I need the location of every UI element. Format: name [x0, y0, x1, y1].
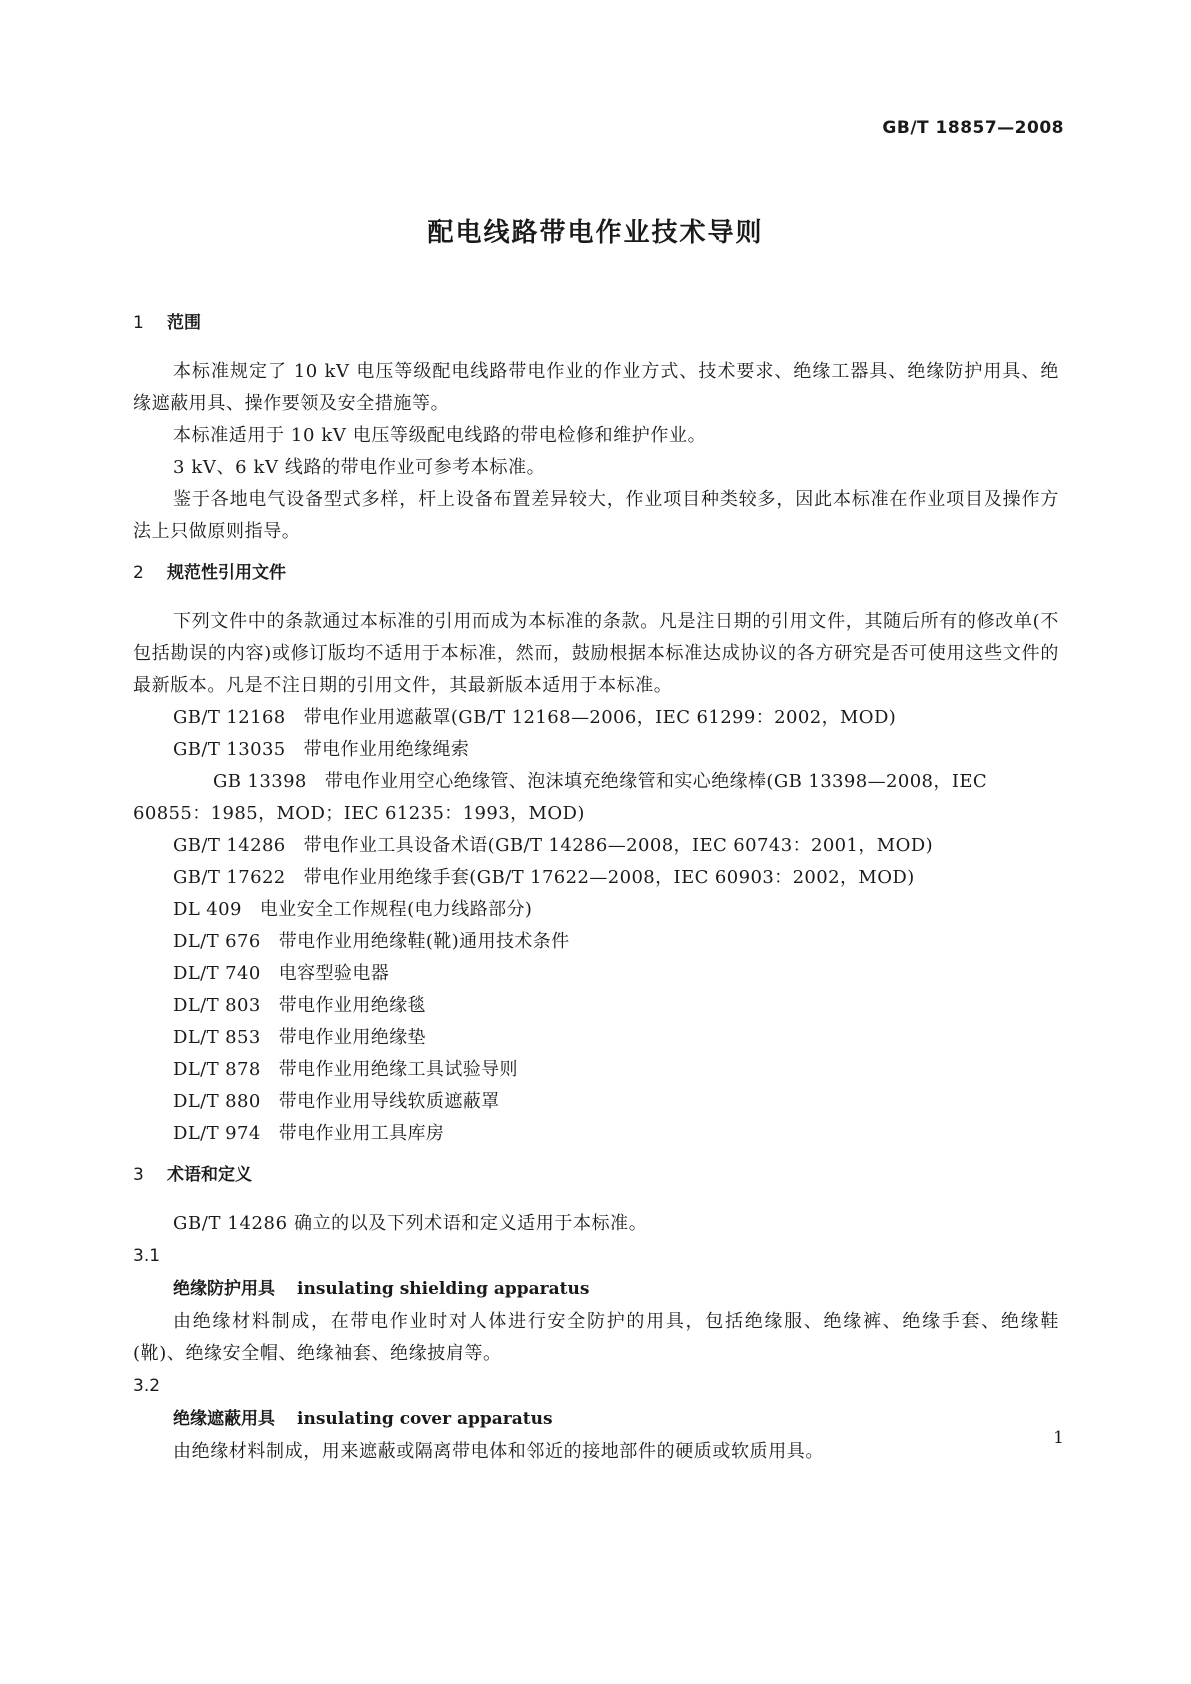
- reference-code: DL/T 803: [173, 995, 261, 1016]
- reference-item: [133, 702, 1059, 734]
- reference-item: [133, 830, 1059, 862]
- reference-code: DL/T 974: [173, 1123, 261, 1144]
- document-body: [133, 308, 1059, 1468]
- reference-item: [133, 734, 1059, 766]
- reference-code: GB/T 12168: [173, 707, 286, 728]
- reference-item: [133, 1086, 1059, 1118]
- term-heading: [133, 1272, 1059, 1306]
- term-chinese: 绝缘遮蔽用具: [173, 1409, 275, 1429]
- section-title: 范围: [167, 313, 201, 333]
- term-chinese: 绝缘防护用具: [173, 1279, 275, 1299]
- reference-item: [133, 958, 1059, 990]
- section-number: 1: [133, 313, 144, 333]
- reference-code: DL/T 878: [173, 1059, 261, 1080]
- reference-title: 带电作业用绝缘工具试验导则: [278, 1059, 518, 1080]
- term-definition: 由绝缘材料制成，用来遮蔽或隔离带电体和邻近的接地部件的硬质或软质用具。: [173, 1441, 824, 1462]
- standard-code: GB/T 18857—2008: [882, 118, 1064, 138]
- reference-code: DL 409: [173, 899, 242, 920]
- reference-code: DL/T 740: [173, 963, 261, 984]
- reference-title: 带电作业用遮蔽罩(GB/T 12168—2006，IEC 61299：2002，MOD): [303, 707, 897, 728]
- reference-title: 带电作业用空心绝缘管、泡沫填充绝缘管和实心绝缘棒(GB 13398—2008，IEC 60855：1985，MOD；IEC 61235：1993，MOD): [133, 771, 988, 824]
- reference-code: GB 13398: [213, 771, 307, 792]
- reference-title: 带电作业用绝缘垫: [278, 1027, 426, 1048]
- term-english: insulating cover apparatus: [297, 1409, 553, 1429]
- reference-code: DL/T 853: [173, 1027, 261, 1048]
- paragraph: 本标准规定了 10 kV 电压等级配电线路带电作业的作业方式、技术要求、绝缘工器具、绝缘防护用具、绝缘遮蔽用具、操作要领及安全措施等。: [133, 361, 1059, 414]
- reference-title: 带电作业用绝缘鞋(靴)通用技术条件: [278, 931, 570, 952]
- reference-title: 电业安全工作规程(电力线路部分): [259, 899, 533, 920]
- reference-code: DL/T 676: [173, 931, 261, 952]
- reference-item: [133, 1054, 1059, 1086]
- reference-code: GB/T 17622: [173, 867, 286, 888]
- section-title: 规范性引用文件: [167, 563, 286, 583]
- reference-item: [133, 862, 1059, 894]
- section-heading-normative-references: [133, 558, 1059, 588]
- paragraph: 本标准适用于 10 kV 电压等级配电线路的带电检修和维护作业。: [173, 425, 707, 446]
- reference-title: 电容型验电器: [278, 963, 390, 984]
- paragraph: 鉴于各地电气设备型式多样，杆上设备布置差异较大，作业项目种类较多，因此本标准在作业项目及操作方法上只做原则指导。: [133, 489, 1059, 542]
- paragraph: 下列文件中的条款通过本标准的引用而成为本标准的条款。凡是注日期的引用文件，其随后所有的修改单(不包括勘误的内容)或修订版均不适用于本标准，然而，鼓励根据本标准达成协议的各方研究是否可使用这些文件的最新版本。凡是不注日期的引用文件，其最新版本适用于本标准。: [133, 611, 1059, 696]
- paragraph: 3 kV、6 kV 线路的带电作业可参考本标准。: [173, 457, 546, 478]
- reference-item: [133, 926, 1059, 958]
- reference-item: [133, 1022, 1059, 1054]
- reference-item: [133, 1118, 1059, 1150]
- reference-item: [133, 894, 1059, 926]
- reference-title: 带电作业用绝缘手套(GB/T 17622—2008，IEC 60903：2002，MOD): [303, 867, 915, 888]
- reference-title: 带电作业用绝缘毯: [278, 995, 426, 1016]
- page-number: 1: [1053, 1428, 1064, 1448]
- reference-title: 带电作业用绝缘绳索: [303, 739, 470, 760]
- section-title: 术语和定义: [167, 1165, 252, 1185]
- reference-code: DL/T 880: [173, 1091, 261, 1112]
- reference-item: [133, 990, 1059, 1022]
- document-title: 配电线路带电作业技术导则: [427, 218, 764, 248]
- paragraph: GB/T 14286 确立的以及下列术语和定义适用于本标准。: [173, 1213, 648, 1234]
- reference-code: GB/T 13035: [173, 739, 286, 760]
- reference-title: 带电作业用导线软质遮蔽罩: [278, 1091, 500, 1112]
- reference-item: [133, 766, 1059, 830]
- term-definition: 由绝缘材料制成，在带电作业时对人体进行安全防护的用具，包括绝缘服、绝缘裤、绝缘手套、绝缘鞋(靴)、绝缘安全帽、绝缘袖套、绝缘披肩等。: [133, 1311, 1059, 1364]
- term-number: 3.1: [133, 1246, 161, 1266]
- term-heading: [133, 1402, 1059, 1436]
- term-number: 3.2: [133, 1376, 161, 1396]
- section-heading-scope: [133, 308, 1059, 338]
- reference-title: 带电作业工具设备术语(GB/T 14286—2008，IEC 60743：2001，MOD): [303, 835, 934, 856]
- reference-title: 带电作业用工具库房: [278, 1123, 445, 1144]
- section-heading-terms: [133, 1160, 1059, 1190]
- reference-code: GB/T 14286: [173, 835, 286, 856]
- section-number: 3: [133, 1165, 144, 1185]
- section-number: 2: [133, 563, 144, 583]
- term-english: insulating shielding apparatus: [297, 1279, 590, 1299]
